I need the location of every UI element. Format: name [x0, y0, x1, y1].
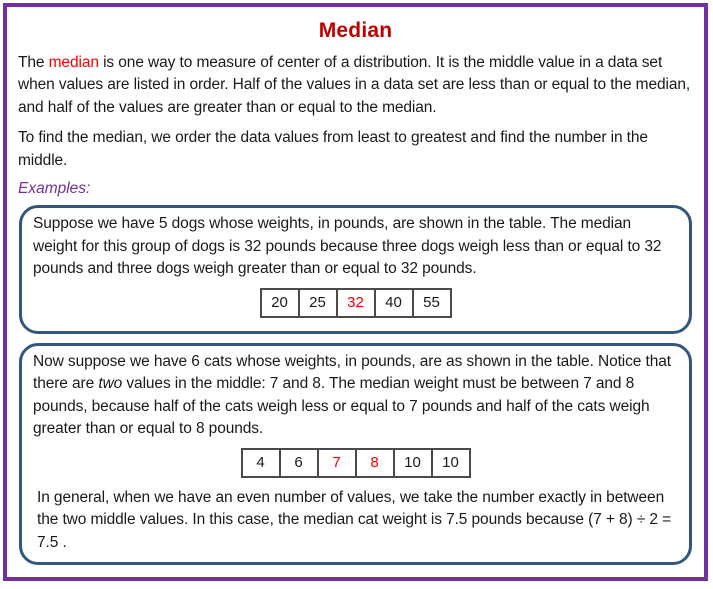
table-row — [242, 449, 470, 477]
dogs-example-text: Suppose we have 5 dogs whose weights, in pounds, are shown in the table. The median weight for this group of dogs is 32 pounds because three dogs weigh less than or equal to 32 pounds and three dogs weigh greater than or equal to 32 pounds. — [33, 215, 662, 278]
dog-weights-table — [260, 288, 452, 318]
example-box-cats — [19, 343, 692, 565]
weight-cell: 10 — [432, 449, 470, 477]
how-to-paragraph: To find the median, we order the data values from least to greatest and find the number in the middle. — [18, 129, 648, 169]
example-box-dogs — [19, 205, 692, 333]
weight-cell: 4 — [242, 449, 280, 477]
intro-text-pre: The — [18, 54, 49, 71]
page-title: Median — [318, 19, 393, 42]
weight-cell: 10 — [394, 449, 432, 477]
cats-text-post: values in the middle: 7 and 8. The median weight must be between 7 and 8 pounds, because half of the cats weigh less or equal to 7 pounds and half of the cats weigh greater than or equal to 8 pounds. — [33, 375, 650, 438]
cats-conclusion-text: In general, when we have an even number of values, we take the number exactly in between the two middle values. In this case, the median cat weight is 7.5 pounds because (7 + 8) ÷ 2 = 7.5 . — [37, 488, 672, 551]
cats-example-text — [33, 351, 678, 441]
intro-paragraph — [18, 52, 693, 119]
examples-label: Examples: — [18, 180, 91, 198]
cat-weights-table — [241, 448, 471, 478]
weight-cell: 20 — [261, 289, 299, 317]
intro-text-post: is one way to measure of center of a distribution. It is the middle value in a data set when values are listed in order. Half of the values in a data set are less than or equal to the median, and half of the values are greater than or equal to the median. — [18, 54, 691, 116]
table-row — [261, 289, 451, 317]
cats-text-italic-two: two — [98, 375, 123, 393]
weight-cell: 40 — [375, 289, 413, 317]
lesson-page — [3, 3, 708, 581]
cats-text-pre: Now suppose we have 6 cats whose weights, in pounds, are as shown in the table. Notice that there are — [33, 352, 671, 393]
weight-cell: 32 — [337, 289, 375, 317]
weight-cell: 8 — [356, 449, 394, 477]
weight-cell: 55 — [413, 289, 451, 317]
weight-cell: 25 — [299, 289, 337, 317]
median-term-highlight: median — [48, 54, 99, 71]
weight-cell: 7 — [318, 449, 356, 477]
weight-cell: 6 — [280, 449, 318, 477]
